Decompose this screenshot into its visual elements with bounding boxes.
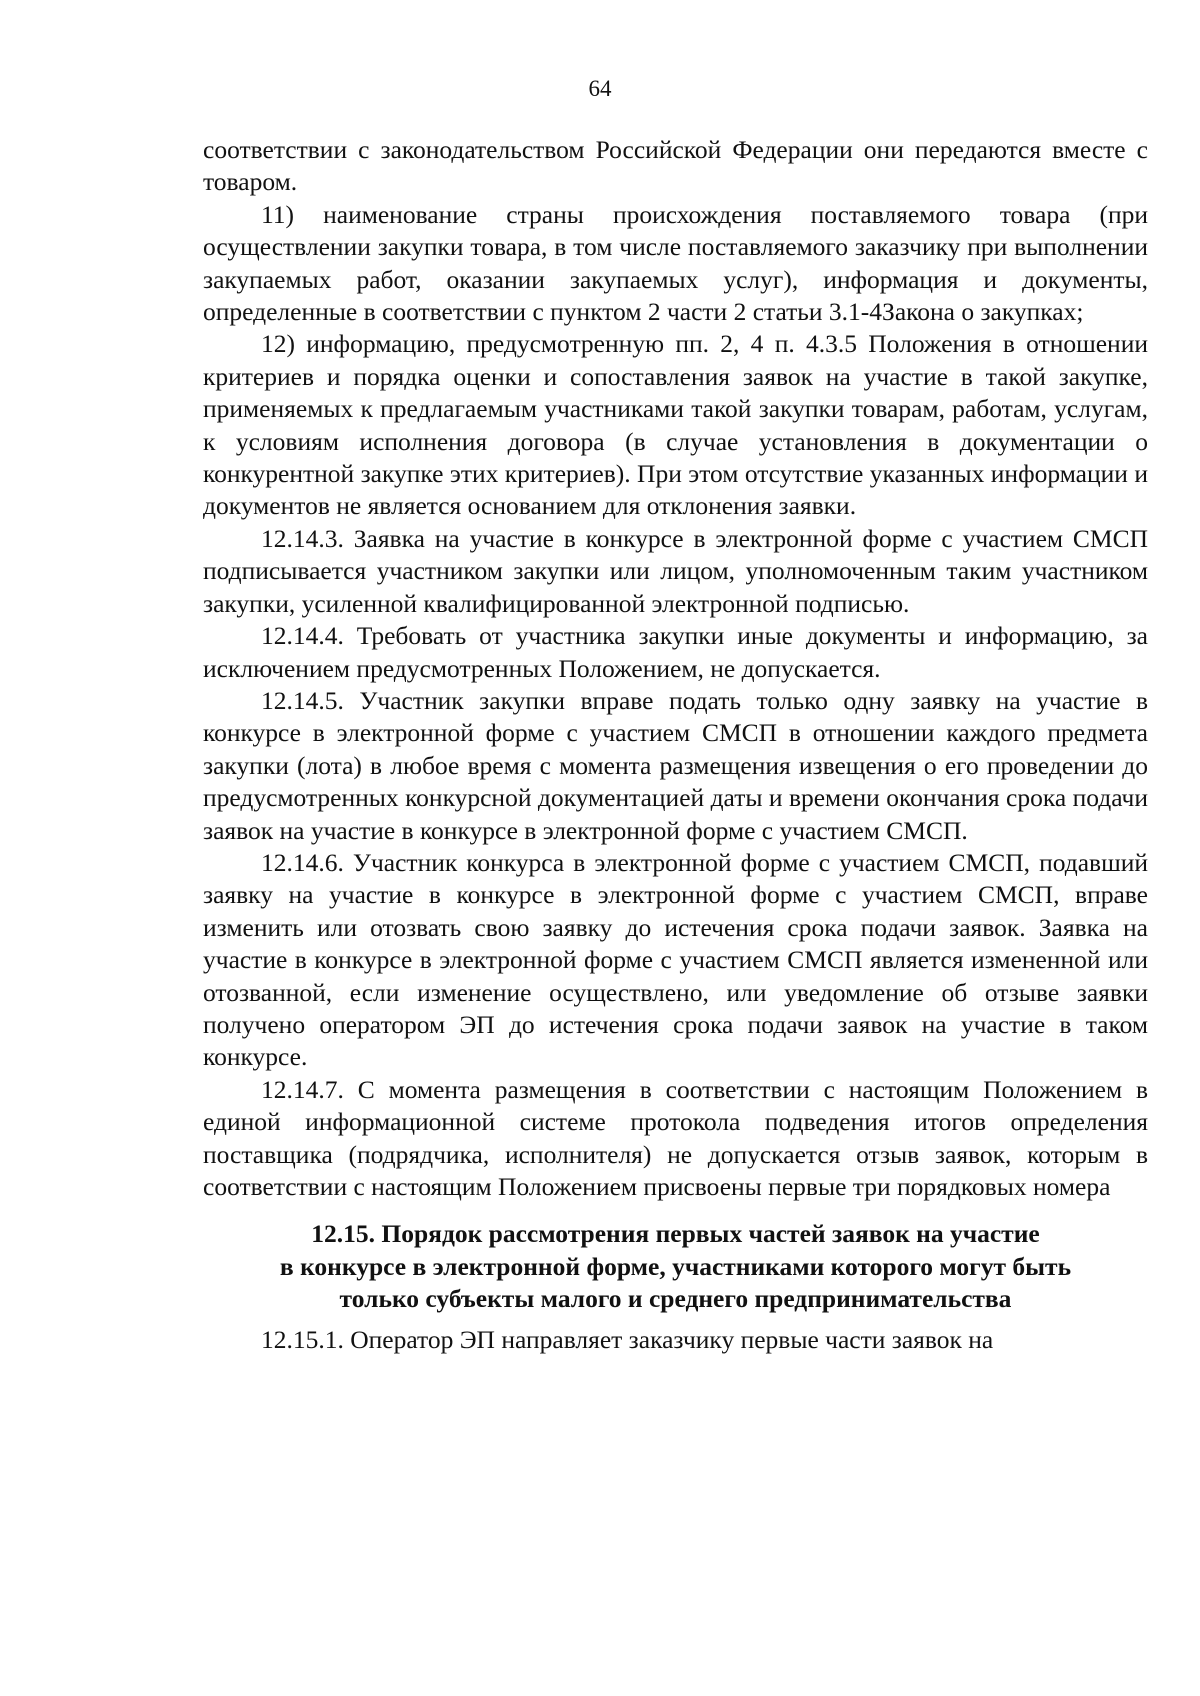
paragraph-item-12: 12) информацию, предусмотренную пп. 2, 4 п. 4.3.5 Положения в отношении критериев и порядка оценки и сопоставления заявок на участие в такой закупке, применяемых к предлагаемым участниками такой закупки товарам, работам, услугам, к условиям исполнения договора (в случае установления в документации о конкурентной закупке этих критериев). При этом отсутствие указанных информации и документов не является основанием для отклонения заявки. — [203, 329, 1148, 521]
paragraph-12-14-5: 12.14.5. Участник закупки вправе подать только одну заявку на участие в конкурсе в электронной форме с участием СМСП в отношении каждого предмета закупки (лота) в любое время с момента размещения извещения о его проведении до предусмотренных конкурсной документацией даты и времени окончания срока подачи заявок на участие в конкурсе в электронной форме с участием СМСП. — [203, 685, 1148, 845]
page-number: 64 — [588, 76, 612, 101]
paragraph-item-11: 11) наименование страны происхождения поставляемого товара (при осуществлении закупки товара, в том числе поставляемого заказчику при выполнении закупаемых работ, оказании закупаемых услуг), информация и документы, определенные в соответствии с пунктом 2 части 2 статьи 3.1-4Закона о закупках; — [203, 199, 1148, 327]
section-heading-12-15 — [203, 1218, 1148, 1315]
paragraph-12-14-7: 12.14.7. С момента размещения в соответствии с настоящим Положением в единой информационной системе протокола подведения итогов определения поставщика (подрядчика, исполнителя) не допускается отзыв заявок, которым в соответствии с настоящим Положением присвоены первые три порядковых номера — [203, 1074, 1148, 1201]
paragraph-12-15-1: 12.15.1. Оператор ЭП направляет заказчику первые части заявок на — [261, 1324, 994, 1354]
paragraph-12-14-6: 12.14.6. Участник конкурса в электронной форме с участием СМСП, подавший заявку на участие в конкурсе в электронной форме с участием СМСП, вправе изменить или отозвать свою заявку до истечения срока подачи заявок. Заявка на участие в конкурсе в электронной форме с участием СМСП является измененной или отозванной, если изменение осуществлено, или уведомление об отзыве заявки получено оператором ЭП до истечения срока подачи заявок на участие в таком конкурсе. — [203, 847, 1148, 1072]
heading-line: только субъекты малого и среднего предпринимательства — [339, 1284, 1012, 1314]
heading-line: в конкурсе в электронной форме, участниками которого могут быть — [279, 1251, 1072, 1281]
document-body — [203, 134, 1148, 1356]
paragraph-continuation: соответствии с законодательством Российской Федерации они передаются вместе с товаром. — [203, 135, 1148, 197]
heading-line: 12.15. Порядок рассмотрения первых частей заявок на участие — [311, 1219, 1040, 1249]
paragraph-12-14-4: 12.14.4. Требовать от участника закупки иные документы и информацию, за исключением предусмотренных Положением, не допускается. — [203, 621, 1148, 683]
paragraph-12-14-3: 12.14.3. Заявка на участие в конкурсе в электронной форме с участием СМСП подписывается участником закупки или лицом, уполномоченным таким участником закупки, усиленной квалифицированной электронной подписью. — [203, 523, 1148, 618]
